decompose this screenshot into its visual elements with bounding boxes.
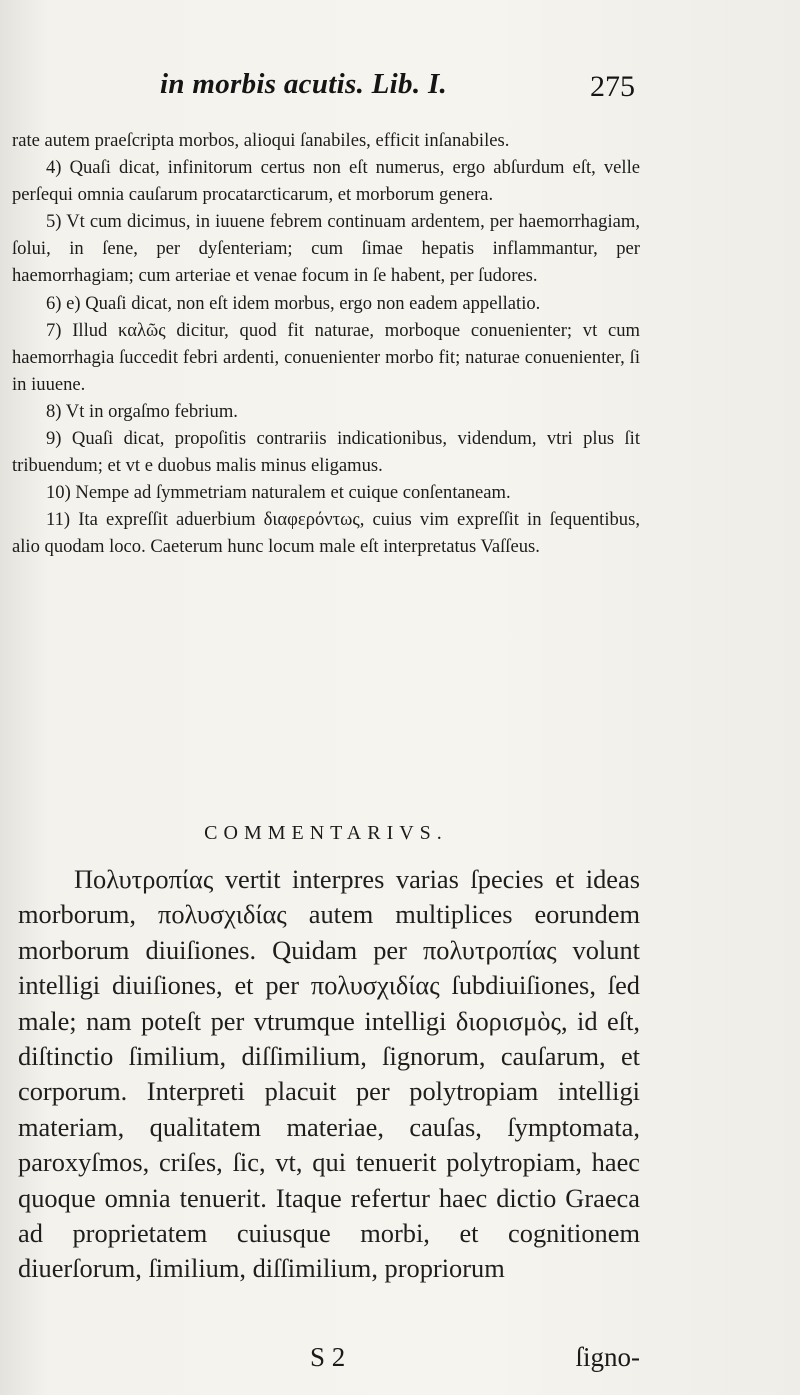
page-header bbox=[160, 68, 635, 108]
footnotes-block bbox=[12, 127, 640, 561]
note-4: 4) Quaſi dicat, infinitorum certus non eſt numerus, ergo abſurdum eſt, velle perſequi omnia cauſarum procatarcticarum, et morborum genera. bbox=[12, 157, 640, 206]
page-footer bbox=[18, 1342, 640, 1382]
note-7: 7) Illud καλῶς dicitur, quod fit naturae, morboque conuenienter; vt cum haemorrhagia ſuccedit febri ardenti, conuenienter morbo fit; naturae conuenienter, ſi in iuuene. bbox=[12, 319, 640, 395]
commentary-paragraph: Πολυτροπίας vertit interpres varias ſpecies et ideas morborum, πολυσχιδίας autem multiplices eorundem morborum diuiſiones. Quidam per πολυτροπίας volunt intelligi diuiſiones, et per πολυσχιδίας ſubdiuiſiones, ſed male; nam poteſt per vtrumque intelligi διορισμὸς, id eſt, diſtinctio ſimilium, diſſimilium, ſignorum, cauſarum, et corporum. Interpreti placuit per polytropiam intelligi materiam, qualitatem materiae, cauſas, ſymptomata, paroxyſmos, criſes, ſic, vt, qui tenuerit polytropiam, haec quoque omnia tenuerit. Itaque refertur haec dictio Graeca ad proprietatem cuiusque morbi, et cognitionem diuerſorum, ſimilium, diſſimilium, propriorum bbox=[18, 864, 640, 1284]
note-5: 5) Vt cum dicimus, in iuuene febrem continuam ardentem, per haemorrhagiam, ſolui, in ſene, per dyſenteriam; cum ſimae hepatis inflammantur, per haemorrhagiam; cum arteriae et venae focum in ſe habent, per ſudores. bbox=[12, 211, 640, 287]
running-head: in morbis acutis. Lib. I. bbox=[160, 68, 448, 100]
section-title: COMMENTARIVS. bbox=[204, 822, 448, 844]
note-continuation: rate autem praeſcripta morbos, alioqui ſanabiles, efficit inſanabiles. bbox=[12, 130, 510, 151]
commentary-block bbox=[18, 862, 640, 1287]
note-9: 9) Quaſi dicat, propoſitis contrariis indicationibus, videndum, vtri plus ſit tribuendum; et vt e duobus malis minus eligamus. bbox=[12, 428, 640, 477]
note-11: 11) Ita expreſſit aduerbium διαφερόντως, cuius vim expreſſit in ſequentibus, alio quodam loco. Caeterum hunc locum male eſt interpretatus Vaſſeus. bbox=[12, 509, 640, 558]
signature-mark: S 2 bbox=[310, 1342, 346, 1372]
catchword: ſigno- bbox=[575, 1342, 640, 1372]
note-8: 8) Vt in orgaſmo febrium. bbox=[46, 400, 238, 422]
note-6: 6) e) Quaſi dicat, non eſt idem morbus, ergo non eadem appellatio. bbox=[46, 292, 541, 314]
page-number: 275 bbox=[590, 70, 635, 103]
note-10: 10) Nempe ad ſymmetriam naturalem et cuique conſentaneam. bbox=[46, 482, 511, 504]
